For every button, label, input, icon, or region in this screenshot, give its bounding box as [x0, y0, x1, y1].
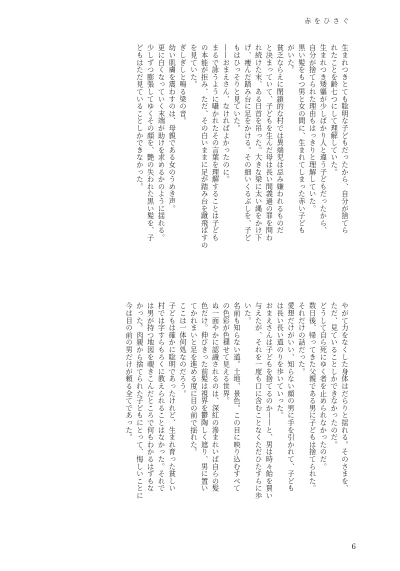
- text-line: ——おまえさん、なければよかったのに。: [222, 44, 231, 183]
- text-line: もはひっそりと見ていた。: [233, 44, 242, 132]
- text-line: 自分が捨てられた理由もはっきりと理解していた。: [308, 44, 317, 212]
- upper-text-block: [45, 44, 350, 280]
- text-line: いた。: [243, 302, 252, 324]
- text-line: かった。肉親から捨てられた子どもにとって、悔しいことに: [135, 302, 144, 500]
- text-line: れ続けた末、ある日首を吊った。大きな梁に太い縄をかけ下: [254, 44, 263, 242]
- text-line: の本能が拒み、ただ、その白いままに足が踏み台を蹴飛ばすの: [200, 44, 209, 249]
- text-line: は男が持つ地図を覗きこんだところで何もわかるはずもな: [146, 302, 155, 492]
- running-head: 赤をひさぐ: [304, 17, 352, 25]
- text-line: 数日後、帰ってきた父親である男に子どもは捨てられた。: [308, 302, 317, 492]
- text-line: ここは一体何処なのだろう。: [179, 302, 188, 397]
- text-line: 黒い髪をもつ男と女の間に、生まれてしまった赤い子ども: [297, 44, 306, 234]
- text-line: がいた。: [287, 44, 296, 74]
- text-line: は長い長い道のりを歩いていった。: [276, 302, 285, 419]
- text-line: 生まれつき矮軀が少しばかり人と違う子どもだったから、: [319, 44, 328, 234]
- lower-text-block: [45, 302, 350, 538]
- text-line: 名前も知らない道。土地、景色。この目に映り込むすべて: [233, 302, 242, 492]
- text-line: 色だけ。伸びきった前髪は視界を鬱陶しく遮り、男に置い: [200, 302, 209, 492]
- text-line: やがて力をなくした身体はだらりと揺れる。そのさまを、: [341, 302, 349, 492]
- text-line: 幼い肌膚を震わすのは、母親である女のうめき声。: [168, 44, 177, 212]
- text-line: 与えたが、それを一度も口に含むことなくただひたすらに歩: [254, 302, 263, 500]
- text-line: 今は目の前の男だけが頼る全てであった。: [125, 302, 134, 441]
- text-line: どうして自ら死にゆく者を止められなかったのだ。: [319, 302, 328, 470]
- text-line: を見ていた。: [189, 44, 198, 88]
- text-line: 貧乏ならえに閉鎖的な村では異端児は忌み嫌われるものだ: [276, 44, 285, 234]
- page-number: 6: [351, 543, 356, 551]
- text-line: ぬ一面やかに認識されるのは、深紅の滲まれいば自らの髪: [211, 302, 220, 492]
- text-line: おまえさんは子どもを捨てるのか——と、男は時々飴を買い: [265, 302, 274, 500]
- text-line: 子どもは確かに聡明であったけれど、生まれ育った貧しい: [168, 302, 177, 492]
- text-line: てかれまいと足を進める度に目の前で揺れた。: [189, 302, 198, 456]
- text-line: 更に白くなっていく末端が助けを求めるかのように揺れる。: [157, 44, 166, 242]
- text-line: れたことを齢七つにして理解していた。: [330, 44, 339, 176]
- text-line: 生まれつきとても聡明な子どもだったから、自分が捨てら: [341, 44, 349, 234]
- text-line: と決まっていて、子どもを生んだ母は長い間義過の罪を問わ: [265, 44, 274, 242]
- text-line: 少しずつ膨張してゆくその顔を、艶の失われた黒い髪を、子: [146, 44, 155, 242]
- text-line: ぎしぎしと鳴る梁の音。: [179, 44, 188, 125]
- text-line: の色彩が色褪せて見える世界。: [222, 302, 231, 405]
- text-line: ただ、見ていることしかできなかったのだ。: [330, 302, 339, 448]
- text-line: それだけの話だった。: [297, 302, 306, 375]
- text-line: げ、痩んだ踏み台に足をかける。その細いくるぶしを、子ど: [243, 44, 252, 242]
- text-line: まるで詠うように囁かれたその言葉を理解することは子ども: [211, 44, 220, 242]
- text-line: 村では字すらもろくに教えられることはなかった。それで: [157, 302, 166, 492]
- text-line: どもはただ見ていることしかできなかった。: [135, 44, 144, 190]
- text-line: 愛想だけがいい、知らない顔の男に手を引かれて、子ども: [287, 302, 296, 492]
